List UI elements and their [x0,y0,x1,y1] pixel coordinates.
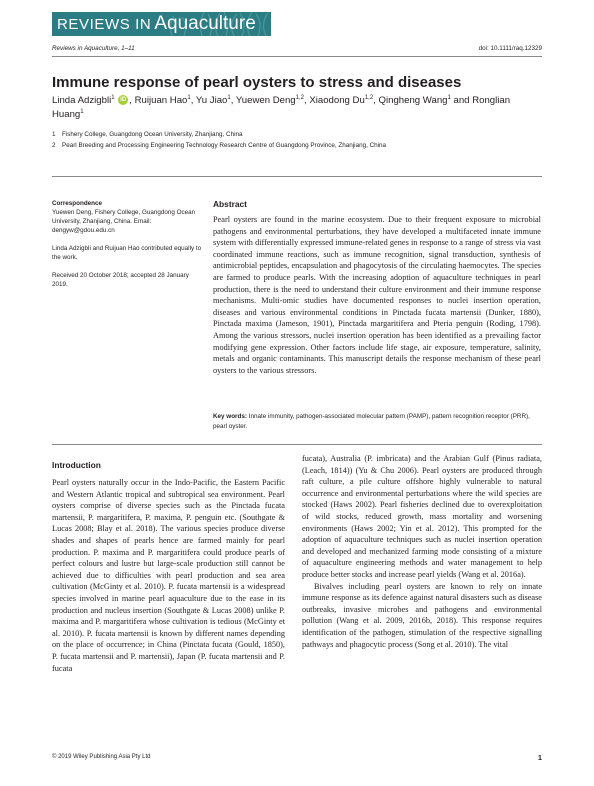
doi-link[interactable]: doi: 10.1111/raq.12329 [478,45,542,52]
header-rule [52,56,542,57]
intro-paragraph: Bivalves including pearl oysters are known to rely on innate immune response as its defence against natural disasters such as disease outbreaks, invasive microbes and pathogens and environmental pollution (Wang et al. 2009, 2016b, 2018). This response requires identification of the pathogen, stimulation of the respective signalling pathways and phagocytic process (Song et al. 2010). The vital [302,581,542,649]
author-name[interactable]: Ronglian Huang [52,95,511,120]
banner-small-text: REVIEWS IN [57,16,152,33]
keywords [213,412,541,431]
author-affil-sup: 1 [80,108,84,115]
author-affil-sup: 1 [111,94,115,101]
affiliation-text: Fishery College, Guangdong Ocean University, Zhanjiang, China [62,131,243,138]
intro-paragraph: Pearl oysters naturally occur in the Indo-Pacific, the Eastern Pacific and Western Atlantic tropical and subtropical sea environment. Pearl oysters comprise of diverse species such as the Pinctada fucata martensii, P. margaritifera, P. maxima, P. penguin etc. (Southgate & Lucas 2008; Blay et al. 2018). The various species produce diverse shades and shapes of pearls hence are farmed mainly for pearl production. P. maxima and P. margaritifera could produce pearls of perfect colours and lustre but large-scale production still cannot be achieved due to difficulties with pearl production and sea area cultivation (McGinty et al. 2010). P. fucata martensii is a widespread species involved in marine pearl aquaculture due to the ease in its production and nucleus insertion (Southgate & Lucas 2008) unlike P. maxima and P. margaritifera whose cultivation is tedious (McGinty et al. 2010). P. fucata martensii is known by different names depending on the place of occurrence; in China (Pinctata fucata (Gould, 1850), P. fucata martensii and P. martensii), Japan (P. fucata martensii and P. fucata [52,478,285,673]
introduction-heading: Introduction [52,460,101,470]
journal-citation: Reviews in Aquaculture, 1–11 [52,45,135,52]
correspondence-label: Correspondence [52,200,103,207]
keywords-text: Innate immunity, pathogen-associated molecular pattern (PAMP), pattern recognition receptor (PRR), pearl oyster. [213,413,530,430]
intro-paragraph: fucata), Australia (P. imbricata) and the Arabian Gulf (Pinus radiata, (Leach, 1814)) (Yu & Chu 2006). Pearl oysters are produced through raft culture, a pile culture offshore highly vulnerable to natural occurrence and environmental perturbations where the wild species are stocked (Haws 2002). Pearl fisheries declined due to overexploitation of wild stocks, reduced growth, mass mortality and worsening environments (Haws 2002; Yin et al. 2012). This prompted for the adoption of aquaculture techniques such as nuclei insertion operation and developed and mechanized farming mode consisting of a mixture of aquaculture engineering methods and water management to help produce better stocks and increase pearl yields (Wang et al. 2016a). [302,454,542,579]
author-affil-sup: 1,2 [295,94,304,101]
banner-large-text: Aquaculture [154,13,256,34]
body-column-left [52,477,285,674]
author-name[interactable]: Ruijuan Hao [134,95,188,106]
author-affil-sup: 1 [227,94,231,101]
author-affil-sup: 1,2 [364,94,374,101]
keywords-label: Key words: [213,413,247,420]
received-dates: Received 20 October 2018; accepted 28 January 2019. [52,272,189,288]
affiliation-number: 1 [52,131,56,138]
abstract-heading: Abstract [213,199,247,209]
abstract-rule [52,444,542,445]
author-name[interactable]: Linda Adzigbli [52,95,112,106]
article-title: Immune response of pearl oysters to stress and diseases [52,74,462,91]
abstract-text: Pearl oysters are found in the marine ecosystem. Due to their frequent exposure to microbial pathogens and environmental perturbations, they have developed a multifaceted innate immune system with differentially expressed immune-related genes in response to a range of stress via vast coordinated immune reactions, such as immune recognition, signal transduction, synthesis of antimicrobial peptides, encapsulation and phagocytosis of the circulating haemocytes. The species are farmed to produce pearls. With the increasing adoption of aquaculture techniques in pearl production, there is the need to understand their culture environment and their immune response mechanisms. Multi-omic studies have documented responses to nuclei insertion operation, diseases and various environmental conditions in Pinctada fucata martensii (Dunker, 1880), Pinctada maxima (Jameson, 1901), Pinctada margaritifera and Pteria penguin (Roding, 1798). Among the various stressors, nuclei insertion operation has been identified as a prevailing factor modifying gene expression. Other factors include life stage, air exposure, temperature, salinity, metals and organic contaminants. This manuscript details the response mechanism of these pearl oysters to the various stressors. [213,215,541,375]
orcid-icon[interactable]: iD [120,97,127,104]
author-name[interactable]: Xiaodong Du [309,95,365,106]
author-affil-sup: 1 [187,94,191,101]
correspondence-text: Yuewen Deng, Fishery College, Guangdong Ocean University, Zhanjiang, China. Email: dengyw@gdou.edu.cn [52,209,196,234]
page-number: 1 [537,753,542,762]
affiliations [52,129,386,151]
journal-banner [52,12,271,36]
author-list: Linda Adzigbli$^1$ iD , Ruijuan Hao$^1$, Yu Jiao$^1$, Yuewen Deng$^{1,2}$, Xiaodong Du$^{1,2}$, Qingheng Wang$^1$ and Ronglian Huang$^1$ [52,94,511,120]
author-name[interactable]: Yuewen Deng [235,95,296,106]
author-affil-sup: 1 [447,94,451,101]
affiliation-number: 2 [52,142,56,149]
body-column-right [302,453,542,650]
affiliation-item [52,140,386,151]
section-rule [52,176,542,177]
author-name[interactable]: Qingheng Wang [378,95,448,106]
sidebar [52,199,202,289]
author-name[interactable]: Yu Jiao [195,95,228,106]
banner-text [57,13,256,35]
affiliation-text: Pearl Breeding and Processing Engineering Technology Research Centre of Guangdong Province, Zhanjiang, China [62,142,387,149]
copyright: © 2019 Wiley Publishing Asia Pty Ltd [52,754,151,760]
affiliation-item [52,129,386,140]
contribution-note: Linda Adzigbli and Ruijuan Hao contributed equally to the work. [52,245,202,261]
